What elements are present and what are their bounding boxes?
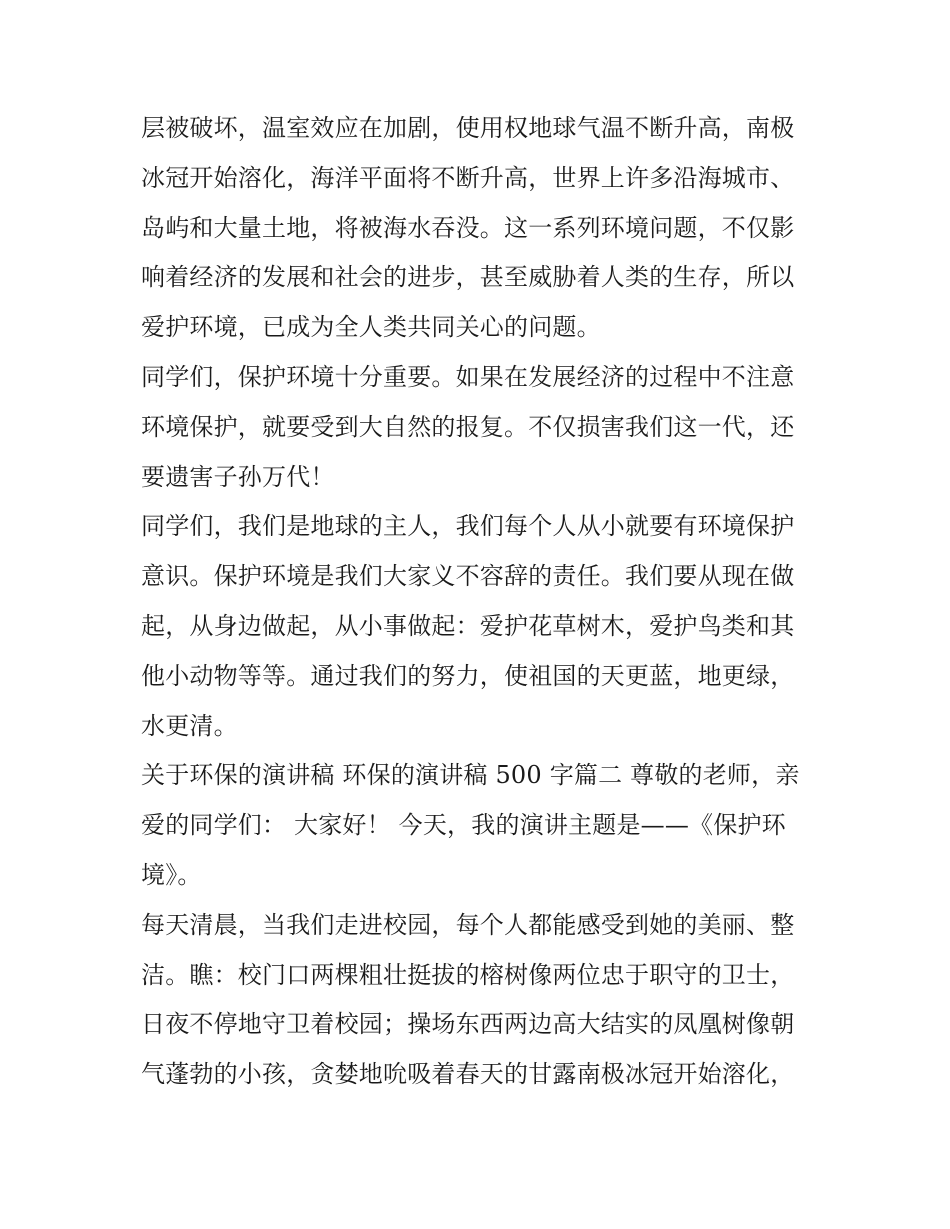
paragraph-3 <box>141 502 813 751</box>
text-line: 每天清晨，当我们走进校园，每个人都能感受到她的美丽、整 <box>141 910 795 939</box>
text-line: 洁。瞧：校门口两棵粗壮挺拔的榕树像两位忠于职守的卫士， <box>141 960 795 989</box>
text-line: 水更清。 <box>141 711 238 740</box>
text-line: 爱的同学们： 大家好！ 今天，我的演讲主题是——《保护环 <box>141 811 786 840</box>
paragraph-4 <box>141 751 813 900</box>
text-line: 岛屿和大量土地，将被海水吞没。这一系列环境问题，不仅影 <box>141 213 795 242</box>
text-line: 同学们，我们是地球的主人，我们每个人从小就要有环境保护 <box>141 512 795 541</box>
text-line: 环境保护，就要受到大自然的报复。不仅损害我们这一代，还 <box>141 412 795 441</box>
text-line: 冰冠开始溶化，海洋平面将不断升高，世界上许多沿海城市、 <box>141 163 795 192</box>
text-line: 关于环保的演讲稿 环保的演讲稿 500 字篇二 尊敬的老师，亲 <box>141 761 800 790</box>
text-line: 爱护环境，已成为全人类共同关心的问题。 <box>141 313 601 342</box>
text-line: 起，从身边做起，从小事做起：爱护花草树木，爱护鸟类和其 <box>141 611 795 640</box>
text-line: 气蓬勃的小孩，贪婪地吮吸着春天的甘露南极冰冠开始溶化， <box>141 1060 795 1089</box>
text-line: 他小动物等等。通过我们的努力，使祖国的天更蓝，地更绿， <box>141 661 795 690</box>
text-line: 响着经济的发展和社会的进步，甚至威胁着人类的生存，所以 <box>141 263 795 292</box>
paragraph-2 <box>141 353 813 502</box>
paragraph-1 <box>141 104 813 353</box>
paragraph-5 <box>141 901 813 1100</box>
text-line: 日夜不停地守卫着校园；操场东西两边高大结实的凤凰树像朝 <box>141 1010 795 1039</box>
text-line: 层被破坏，温室效应在加剧，使用权地球气温不断升高，南极 <box>141 114 795 142</box>
text-line: 要遗害子孙万代！ <box>141 462 335 491</box>
text-line: 意识。保护环境是我们大家义不容辞的责任。我们要从现在做 <box>141 562 795 591</box>
text-line: 同学们，保护环境十分重要。如果在发展经济的过程中不注意 <box>141 362 795 391</box>
text-line: 境》。 <box>141 860 202 889</box>
document-body <box>141 104 813 1100</box>
